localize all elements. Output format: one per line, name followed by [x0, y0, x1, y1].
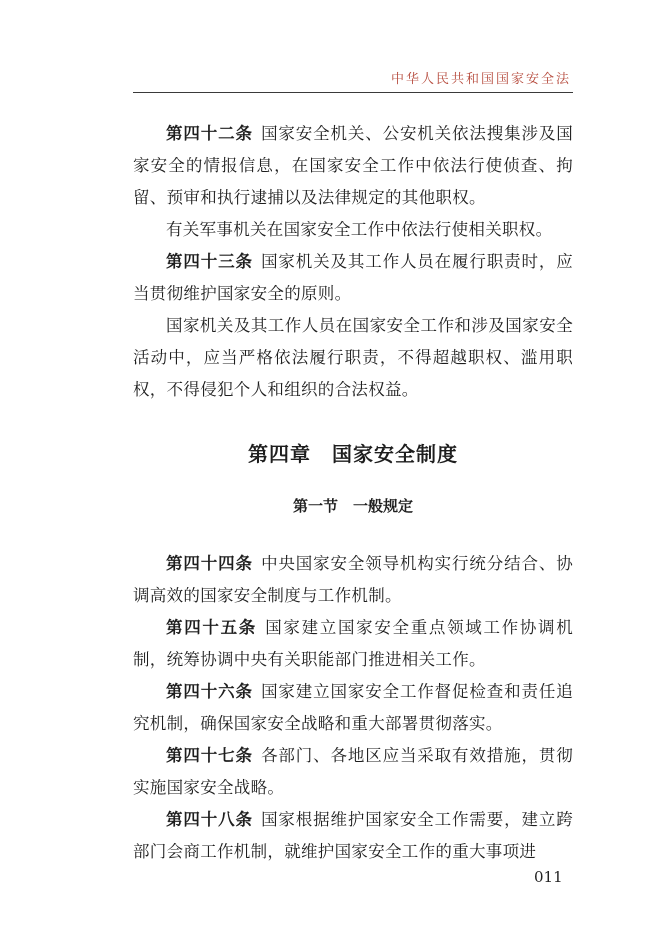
article-text: 国家建立国家安全重点领域工作协调机制，统筹协调中央有关职能部门推进相关工作。	[133, 618, 574, 669]
page-body	[133, 118, 573, 868]
article-text: 中央国家安全领导机构实行统分结合、协调高效的国家安全制度与工作机制。	[133, 554, 574, 605]
paragraph	[133, 118, 573, 214]
article-text: 国家根据维护国家安全工作需要，建立跨部门会商工作机制，就维护国家安全工作的重大事项进	[133, 810, 574, 861]
paragraph-group-bottom	[133, 548, 573, 868]
article-number: 第四十二条	[166, 124, 253, 143]
article-number: 第四十五条	[166, 618, 257, 637]
article-text: 有关军事机关在国家安全工作中依法行使相关职权。	[166, 220, 553, 239]
article-number: 第四十四条	[166, 554, 253, 573]
page-number: 011	[534, 868, 563, 886]
article-number: 第四十六条	[166, 682, 253, 701]
section-title: 第一节 一般规定	[292, 497, 413, 515]
article-text: 国家机关及其工作人员在履行职责时，应当贯彻维护国家安全的原则。	[133, 252, 574, 303]
paragraph	[133, 214, 573, 246]
paragraph-group-top	[133, 118, 573, 406]
paragraph	[133, 612, 573, 676]
paragraph	[133, 310, 573, 406]
running-header	[133, 64, 573, 93]
paragraph	[133, 804, 573, 868]
article-number: 第四十七条	[166, 746, 253, 765]
article-number: 第四十八条	[166, 810, 253, 829]
article-text: 国家建立国家安全工作督促检查和责任追究机制，确保国家安全战略和重大部署贯彻落实。	[133, 682, 574, 733]
article-text: 各部门、各地区应当采取有效措施，贯彻实施国家安全战略。	[133, 746, 574, 797]
article-text: 国家机关及其工作人员在国家安全工作和涉及国家安全活动中，应当严格依法履行职责，不得超越职权、滥用职权，不得侵犯个人和组织的合法权益。	[133, 316, 573, 399]
running-header-title: 中华人民共和国国家安全法	[390, 72, 571, 87]
paragraph	[133, 246, 573, 310]
paragraph	[133, 676, 573, 740]
paragraph	[133, 740, 573, 804]
article-number: 第四十三条	[166, 252, 253, 271]
paragraph	[133, 548, 573, 612]
chapter-title: 第四章 国家安全制度	[248, 442, 458, 466]
article-text: 国家安全机关、公安机关依法搜集涉及国家安全的情报信息，在国家安全工作中依法行使侦查、拘留、预审和执行逮捕以及法律规定的其他职权。	[133, 124, 574, 207]
